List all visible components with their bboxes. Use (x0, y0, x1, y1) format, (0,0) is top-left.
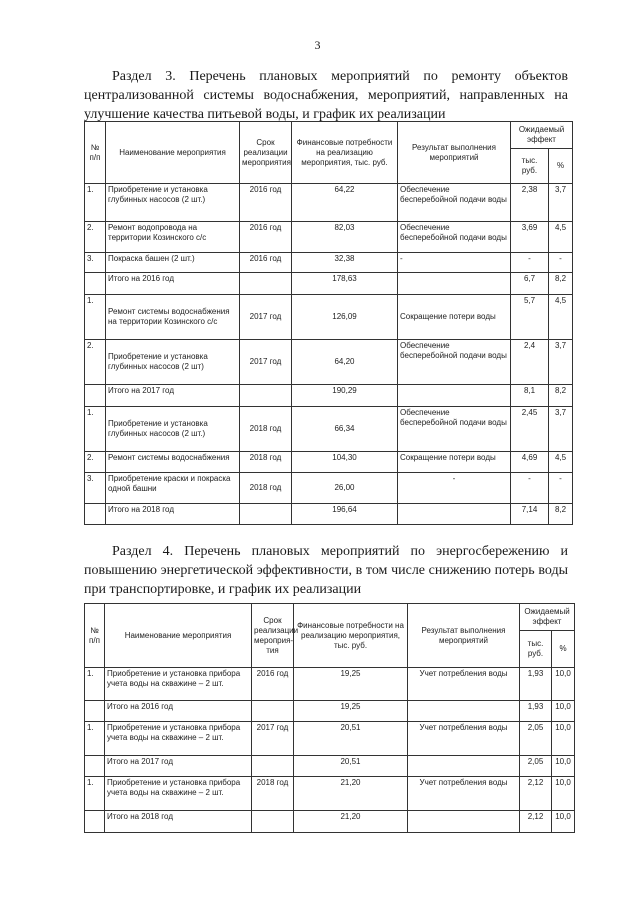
cell-term (240, 504, 292, 525)
cell-name: Приобретение и установка прибора учета воды на скважине – 2 шт. (105, 722, 252, 756)
cell-num: 3. (85, 473, 106, 504)
cell-effect-pct: 8,2 (549, 385, 573, 407)
table-row (85, 473, 573, 504)
cell-num: 1. (85, 722, 105, 756)
cell-num: 2. (85, 222, 106, 253)
cell-term: 2016 год (240, 184, 292, 222)
table-row-total (85, 756, 575, 777)
cell-name: Итого на 2016 год (105, 701, 252, 722)
cell-num (85, 701, 105, 722)
cell-name: Приобретение и установка глубинных насосов (2 шт) (106, 340, 240, 385)
cell-term (240, 273, 292, 295)
cell-result: Обеспечение бесперебойной подачи воды (398, 222, 511, 253)
cell-finance: 64,20 (292, 340, 398, 385)
table-row (85, 253, 573, 273)
header-effect-pct: % (549, 149, 573, 184)
header-effect: Ожидаемый эффект (520, 604, 575, 631)
table-row (85, 777, 575, 811)
cell-effect-thous: 7,14 (511, 504, 549, 525)
cell-name: Ремонт системы водоснабжения (106, 452, 240, 473)
table-row (85, 668, 575, 701)
cell-num (85, 756, 105, 777)
header-num: № п/п (85, 122, 106, 184)
cell-num: 1. (85, 407, 106, 452)
cell-finance: 126,09 (292, 295, 398, 340)
cell-finance: 190,29 (292, 385, 398, 407)
cell-effect-pct: 10,0 (552, 722, 575, 756)
cell-effect-thous: 2,45 (511, 407, 549, 452)
cell-num (85, 273, 106, 295)
table-row (85, 340, 573, 385)
cell-term (240, 385, 292, 407)
cell-effect-pct: 3,7 (549, 407, 573, 452)
table-row (85, 722, 575, 756)
cell-num: 1. (85, 777, 105, 811)
cell-effect-pct: - (549, 473, 573, 504)
cell-finance: 20,51 (294, 722, 408, 756)
section-4-title: Раздел 4. Перечень плановых мероприятий по энергосбережению и повышению энергетической эффективности, в том числе снижению потерь воды при транспортировке, и график их реализации (84, 544, 568, 597)
cell-result: - (398, 253, 511, 273)
cell-finance: 66,34 (292, 407, 398, 452)
table-row (85, 184, 573, 222)
cell-result (398, 273, 511, 295)
cell-effect-thous: 1,93 (520, 668, 552, 701)
section-4-table (84, 603, 575, 833)
table-row-total (85, 811, 575, 833)
header-finance: Финансовые потребности на реализацию мероприятия, тыс. руб. (292, 122, 398, 184)
cell-effect-thous: 2,05 (520, 756, 552, 777)
cell-name: Ремонт водопровода на территории Козинского с/с (106, 222, 240, 253)
cell-term: 2016 год (240, 222, 292, 253)
cell-term: 2018 год (240, 407, 292, 452)
cell-finance: 19,25 (294, 668, 408, 701)
cell-finance: 19,25 (294, 701, 408, 722)
header-effect-pct: % (552, 631, 575, 668)
header-effect: Ожидаемый эффект (511, 122, 573, 149)
cell-finance: 26,00 (292, 473, 398, 504)
table-row-total (85, 504, 573, 525)
cell-effect-thous: 2,12 (520, 777, 552, 811)
cell-num: 3. (85, 253, 106, 273)
section-3-table (84, 121, 573, 525)
table-row-total (85, 701, 575, 722)
header-name: Наименование мероприятия (106, 122, 240, 184)
cell-effect-thous: - (511, 253, 549, 273)
cell-result: Учет потребления воды (408, 668, 520, 701)
cell-effect-thous: 5,7 (511, 295, 549, 340)
cell-name: Приобретение и установка прибора учета воды на скважине – 2 шт. (105, 777, 252, 811)
cell-num: 1. (85, 184, 106, 222)
cell-effect-thous: 2,4 (511, 340, 549, 385)
cell-name: Ремонт системы водоснабжения на территории Козинского с/с (106, 295, 240, 340)
header-term: Срок реализации мероприятия (240, 122, 292, 184)
header-effect-thous: тыс. руб. (520, 631, 552, 668)
cell-term: 2018 год (240, 452, 292, 473)
cell-effect-thous: 3,69 (511, 222, 549, 253)
cell-effect-pct: 4,5 (549, 295, 573, 340)
header-finance: Финансовые потребности на реализацию мероприятия, тыс. руб. (294, 604, 408, 668)
section-3-title: Раздел 3. Перечень плановых мероприятий по ремонту объектов централизованной системы водоснабжения, мероприятий, направленных на улучшение качества питьевой воды, и график их реализации (84, 69, 568, 122)
cell-name: Приобретение и установка глубинных насосов (2 шт.) (106, 184, 240, 222)
cell-finance: 178,63 (292, 273, 398, 295)
table-row (85, 295, 573, 340)
cell-finance: 21,20 (294, 777, 408, 811)
cell-term: 2016 год (252, 668, 294, 701)
cell-name: Итого на 2018 год (106, 504, 240, 525)
cell-effect-pct: 3,7 (549, 340, 573, 385)
cell-finance: 64,22 (292, 184, 398, 222)
cell-name: Итого на 2017 год (106, 385, 240, 407)
cell-num (85, 811, 105, 833)
cell-term: 2016 год (240, 253, 292, 273)
cell-num: 1. (85, 668, 105, 701)
cell-effect-pct: 10,0 (552, 777, 575, 811)
cell-effect-thous: 2,38 (511, 184, 549, 222)
cell-term: 2017 год (240, 340, 292, 385)
cell-name: Приобретение краски и покраска одной башни (106, 473, 240, 504)
table-row (85, 407, 573, 452)
cell-result (408, 756, 520, 777)
cell-effect-pct: 10,0 (552, 811, 575, 833)
cell-term: 2017 год (240, 295, 292, 340)
cell-result: Обеспечение бесперебойной подачи воды (398, 340, 511, 385)
cell-effect-pct: 4,5 (549, 452, 573, 473)
cell-term: 2017 год (252, 722, 294, 756)
cell-name: Итого на 2017 год (105, 756, 252, 777)
cell-effect-pct: 3,7 (549, 184, 573, 222)
cell-result: Учет потребления воды (408, 722, 520, 756)
header-name: Наименование мероприятия (105, 604, 252, 668)
cell-result (408, 811, 520, 833)
cell-effect-pct: 8,2 (549, 273, 573, 295)
cell-effect-pct: - (549, 253, 573, 273)
cell-result: Обеспечение бесперебойной подачи воды (398, 407, 511, 452)
cell-effect-thous: 6,7 (511, 273, 549, 295)
cell-effect-pct: 8,2 (549, 504, 573, 525)
cell-effect-pct: 4,5 (549, 222, 573, 253)
page-number: 3 (314, 38, 321, 52)
cell-finance: 82,03 (292, 222, 398, 253)
table-row-total (85, 385, 573, 407)
table-row (85, 222, 573, 253)
cell-finance: 20,51 (294, 756, 408, 777)
cell-effect-thous: 1,93 (520, 701, 552, 722)
cell-name: Итого на 2018 год (105, 811, 252, 833)
cell-term: 2018 год (252, 777, 294, 811)
cell-num: 2. (85, 340, 106, 385)
cell-finance: 21,20 (294, 811, 408, 833)
cell-num: 1. (85, 295, 106, 340)
cell-effect-thous: 2,05 (520, 722, 552, 756)
header-result: Результат выполнения мероприятий (398, 122, 511, 184)
cell-result (408, 701, 520, 722)
header-effect-thous: тыс. руб. (511, 149, 549, 184)
cell-num (85, 504, 106, 525)
cell-term: 2018 год (240, 473, 292, 504)
cell-result: Сокращение потери воды (398, 295, 511, 340)
cell-result: Обеспечение бесперебойной подачи воды (398, 184, 511, 222)
cell-effect-thous: 8,1 (511, 385, 549, 407)
cell-result (398, 504, 511, 525)
cell-term (252, 701, 294, 722)
header-result: Результат выполнения мероприятий (408, 604, 520, 668)
table-row (85, 452, 573, 473)
cell-effect-thous: 4,69 (511, 452, 549, 473)
cell-effect-pct: 10,0 (552, 701, 575, 722)
cell-num: 2. (85, 452, 106, 473)
cell-term (252, 756, 294, 777)
cell-name: Итого на 2016 год (106, 273, 240, 295)
cell-num (85, 385, 106, 407)
table-row-total (85, 273, 573, 295)
cell-effect-pct: 10,0 (552, 756, 575, 777)
cell-effect-thous: - (511, 473, 549, 504)
cell-result: Учет потребления воды (408, 777, 520, 811)
cell-result: - (398, 473, 511, 504)
cell-effect-pct: 10,0 (552, 668, 575, 701)
cell-result (398, 385, 511, 407)
cell-effect-thous: 2,12 (520, 811, 552, 833)
cell-finance: 196,64 (292, 504, 398, 525)
header-term: Срок реализации мероприя-тия (252, 604, 294, 668)
cell-finance: 32,38 (292, 253, 398, 273)
cell-result: Сокращение потери воды (398, 452, 511, 473)
cell-finance: 104,30 (292, 452, 398, 473)
cell-name: Приобретение и установка прибора учета воды на скважине – 2 шт. (105, 668, 252, 701)
header-num: № п/п (85, 604, 105, 668)
cell-term (252, 811, 294, 833)
cell-name: Приобретение и установка глубинных насосов (2 шт.) (106, 407, 240, 452)
cell-name: Покраска башен (2 шт.) (106, 253, 240, 273)
